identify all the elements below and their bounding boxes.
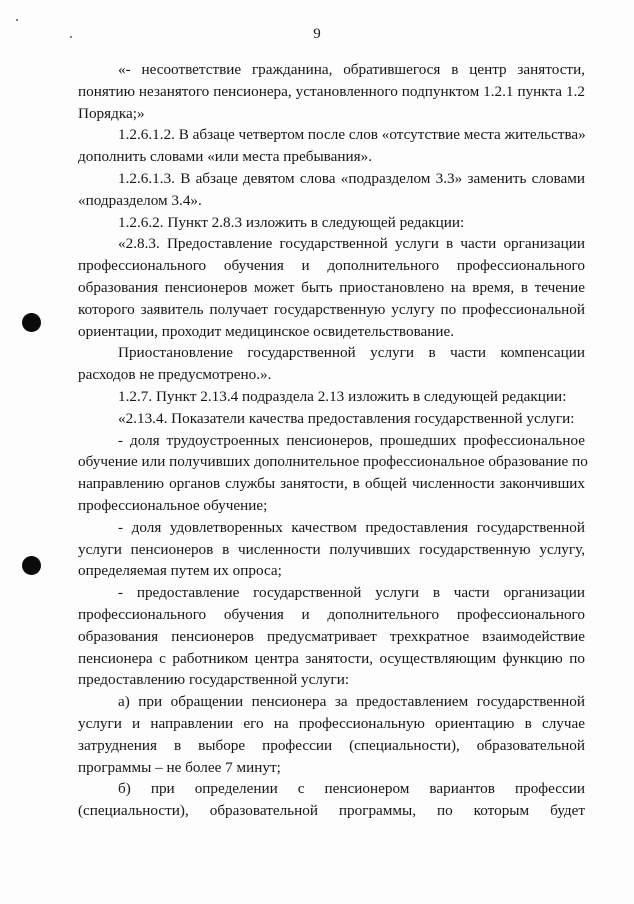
- text-line: предоставлению государственной услуги:: [78, 671, 350, 689]
- text-line: профессионального обучения и дополнительного профессионального: [78, 257, 585, 275]
- text-line: 1.2.6.2. Пункт 2.8.3 изложить в следующей редакции:: [118, 213, 465, 231]
- text-line: «2.8.3. Предоставление государственной услуги в части организации: [118, 235, 585, 253]
- text-line: а) при обращении пенсионера за предоставлением государственной: [118, 693, 585, 711]
- text-line: профессиональное обучение;: [78, 496, 268, 514]
- text-line: услуги пенсионеров в численности получивших государственную услугу,: [78, 540, 585, 558]
- text-line: образования пенсионеров может быть приостановлено на время, в течение: [78, 278, 585, 296]
- text-line: «2.13.4. Показатели качества предоставления государственной услуги:: [118, 409, 575, 427]
- text-line: пенсионера с работником центра занятости, осуществляющим функцию по: [78, 649, 585, 667]
- text-line: расходов не предусмотрено.».: [78, 366, 272, 384]
- binder-hole-bottom: [22, 556, 41, 575]
- binder-hole-top: [22, 313, 41, 332]
- text-line: «- несоответствие гражданина, обратившегося в центр занятости,: [118, 61, 585, 78]
- text-line: которого заявитель получает государственную услугу по профессиональной: [78, 300, 585, 318]
- text-line: 1.2.7. Пункт 2.13.4 подраздела 2.13 изложить в следующей редакции:: [118, 387, 567, 405]
- text-line: профессионального обучения и дополнительного профессионального: [78, 605, 585, 623]
- text-line: образования пенсионеров предусматривает трехкратное взаимодействие: [78, 627, 585, 645]
- text-line: услуги и направлении его на профессиональную ориентацию в случае: [78, 714, 585, 732]
- text-line: «подразделом 3.4».: [78, 191, 202, 209]
- text-line: Порядка;»: [78, 104, 145, 122]
- text-line: затруднения в выборе профессии (специальности), образовательной: [78, 736, 585, 754]
- document-body-text: [78, 59, 588, 822]
- text-line: дополнить словами «или места пребывания».: [78, 148, 372, 166]
- text-line: - доля удовлетворенных качеством предоставления государственной: [118, 518, 585, 536]
- text-line: понятию незанятого пенсионера, установленного подпунктом 1.2.1 пункта 1.2: [78, 82, 585, 100]
- text-line: (специальности), образовательной программы, по которым будет: [78, 802, 585, 820]
- text-line: 1.2.6.1.2. В абзаце четвертом после слов «отсутствие места жительства»: [118, 126, 586, 144]
- text-line: - предоставление государственной услуги в части организации: [118, 584, 585, 602]
- page-number: 9: [313, 26, 321, 42]
- text-line: б) при определении с пенсионером вариантов профессии: [118, 780, 585, 798]
- text-line: определяемая путем их опроса;: [78, 562, 282, 580]
- text-line: - доля трудоустроенных пенсионеров, прошедших профессиональное: [118, 431, 585, 449]
- text-line: обучение или получивших дополнительное профессиональное образование по: [78, 453, 588, 471]
- text-line: программы – не более 7 минут;: [78, 758, 281, 776]
- scan-speck: [16, 19, 18, 21]
- text-line: направлению органов службы занятости, в общей численности закончивших: [78, 475, 585, 493]
- text-line: 1.2.6.1.3. В абзаце девятом слова «подразделом 3.3» заменить словами: [118, 169, 585, 187]
- text-line: ориентации, проходит медицинское освидетельствование.: [78, 322, 455, 340]
- text-line: Приостановление государственной услуги в части компенсации: [118, 344, 585, 362]
